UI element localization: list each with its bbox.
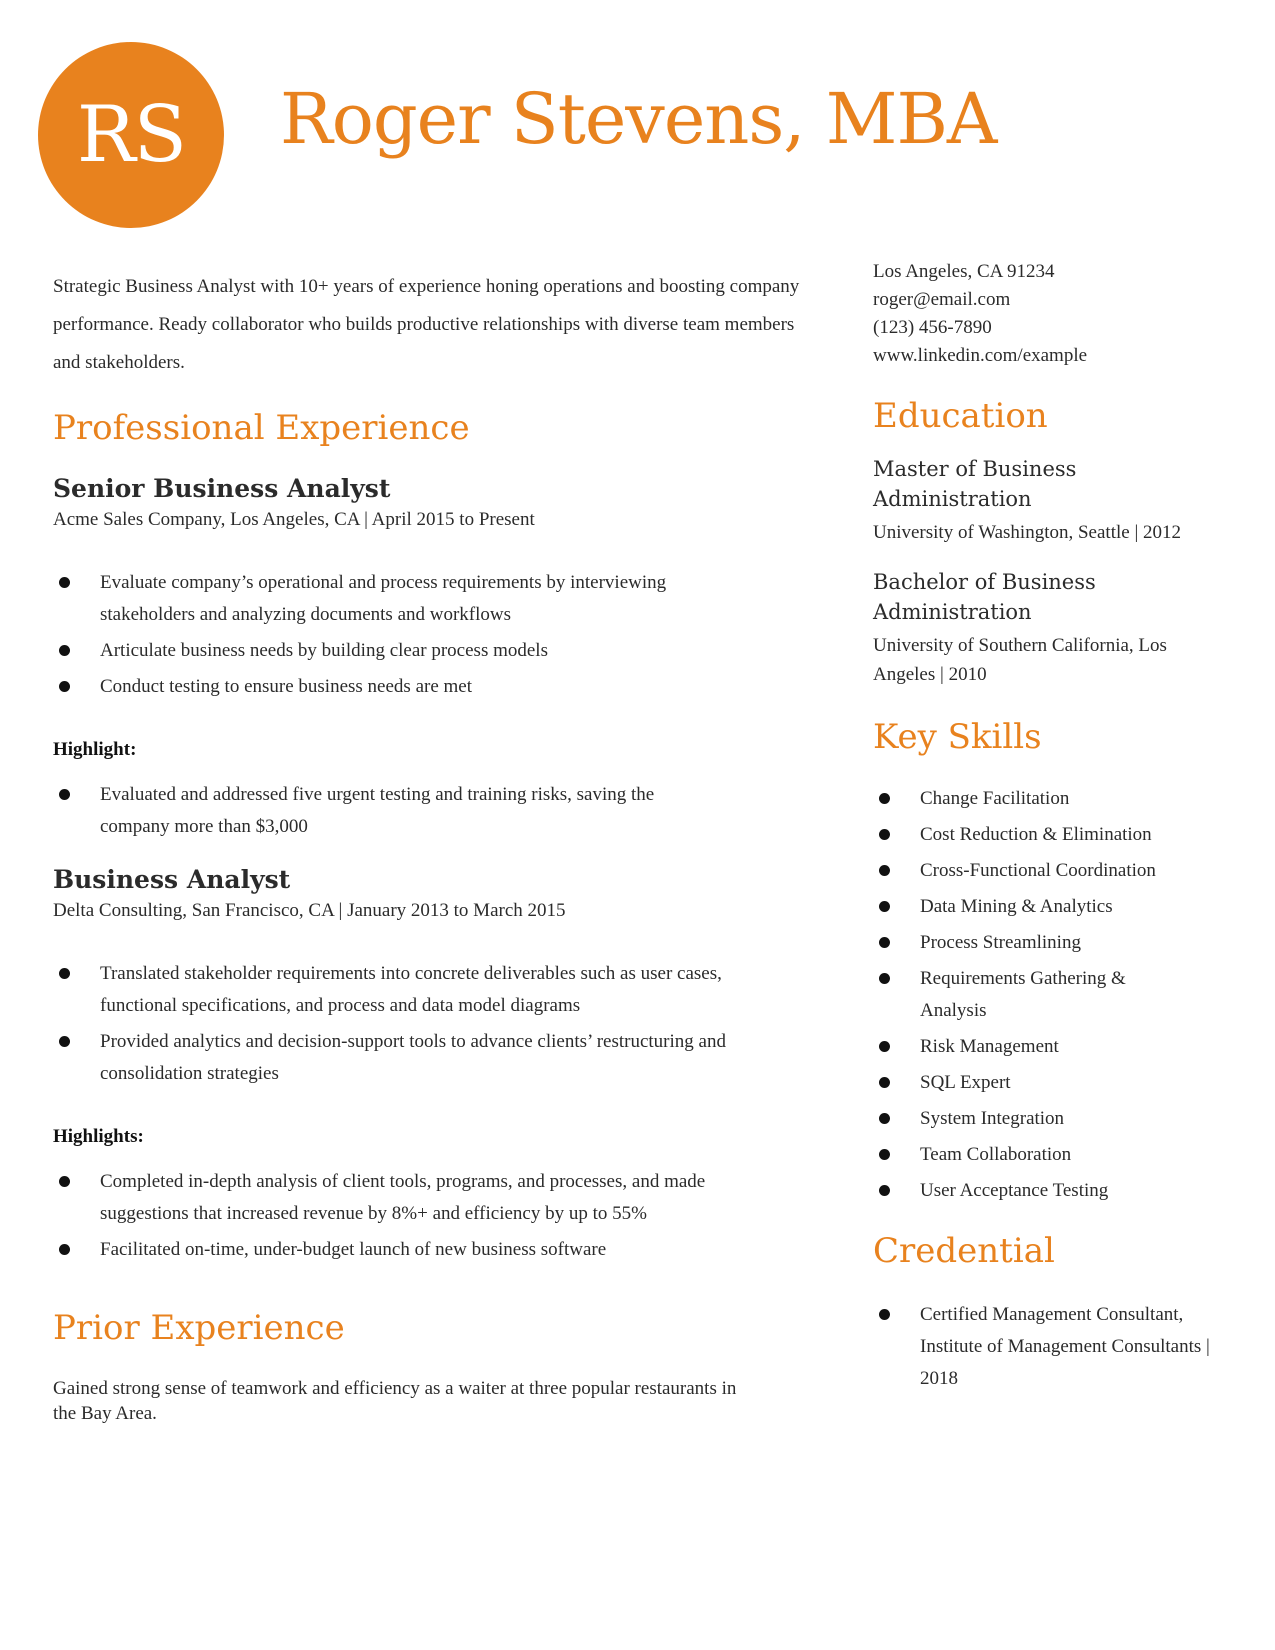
job-meta: Delta Consulting, San Francisco, CA | January 2013 to March 2015 <box>53 900 566 921</box>
monogram-badge <box>38 42 224 228</box>
skill-item: Process Streamlining <box>873 927 1173 959</box>
job-entry <box>53 865 803 1266</box>
duty-item: Evaluate company’s operational and process requirements by interviewing stakeholders and analyzing documents and workflows <box>53 567 703 631</box>
duty-item: Provided analytics and decision-support tools to advance clients’ restructuring and consolidation strategies <box>53 1026 763 1090</box>
skills-list <box>873 783 1173 1207</box>
education-heading: Education <box>873 396 1048 436</box>
skill-item: User Acceptance Testing <box>873 1175 1173 1207</box>
skill-item: Risk Management <box>873 1031 1173 1063</box>
duty-item: Translated stakeholder requirements into concrete deliverables such as user cases, functional specifications, and process and data model diagrams <box>53 958 763 1022</box>
skill-item: Data Mining & Analytics <box>873 891 1173 923</box>
duty-item: Articulate business needs by building clear process models <box>53 635 703 667</box>
edu-degree: Master of Business Administration <box>873 457 1077 511</box>
job-meta: Acme Sales Company, Los Angeles, CA | April 2015 to Present <box>53 509 535 530</box>
edu-school: University of Washington, Seattle | 2012 <box>873 522 1181 543</box>
main-column <box>53 268 803 1426</box>
credential-item: Certified Management Consultant, Institute of Management Consultants | 2018 <box>873 1299 1213 1395</box>
job-entry <box>53 474 803 843</box>
professional-experience-heading: Professional Experience <box>53 408 470 448</box>
monogram-initials: RS <box>76 90 186 180</box>
highlight-item: Evaluated and addressed five urgent testing and training risks, saving the company more than $3,000 <box>53 779 703 843</box>
job-highlights <box>53 1166 753 1266</box>
skill-item: System Integration <box>873 1103 1173 1135</box>
highlight-label: Highlight: <box>53 739 137 760</box>
job-highlights <box>53 779 703 843</box>
duty-item: Conduct testing to ensure business needs are met <box>53 671 703 703</box>
job-title: Senior Business Analyst <box>53 474 391 503</box>
job-duties <box>53 567 703 703</box>
credential-heading: Credential <box>873 1231 1055 1271</box>
education-entry <box>873 567 1113 627</box>
education-entry <box>873 454 1113 514</box>
prior-experience-heading: Prior Experience <box>53 1308 345 1348</box>
contact-phone: (123) 456-7890 <box>873 317 992 338</box>
edu-degree: Bachelor of Business Administration <box>873 570 1096 624</box>
sidebar-column <box>873 258 1253 1399</box>
highlight-item: Facilitated on-time, under-budget launch of new business software <box>53 1234 753 1266</box>
contact-email: roger@email.com <box>873 289 1011 310</box>
contact-linkedin: www.linkedin.com/example <box>873 345 1088 366</box>
job-title: Business Analyst <box>53 865 291 894</box>
skill-item: Change Facilitation <box>873 783 1173 815</box>
edu-school: University of Southern California, Los Angeles | 2010 <box>873 635 1167 685</box>
job-duties <box>53 958 763 1090</box>
skill-item: Cross-Functional Coordination <box>873 855 1173 887</box>
resume-name: Roger Stevens, MBA <box>280 78 997 160</box>
highlight-label: Highlights: <box>53 1126 144 1147</box>
skill-item: Cost Reduction & Elimination <box>873 819 1173 851</box>
credential-list <box>873 1299 1213 1395</box>
contact-address: Los Angeles, CA 91234 <box>873 261 1055 282</box>
skill-item: Requirements Gathering & Analysis <box>873 963 1173 1027</box>
highlight-item: Completed in-depth analysis of client tools, programs, and processes, and made suggestions that increased revenue by 8%+ and efficiency by up to 55% <box>53 1166 753 1230</box>
contact-info <box>873 258 1253 370</box>
skill-item: SQL Expert <box>873 1067 1173 1099</box>
summary: Strategic Business Analyst with 10+ years of experience honing operations and boosting company performance. Ready collaborator who builds productive relationships with diverse team members and stakeholders. <box>53 276 800 373</box>
key-skills-heading: Key Skills <box>873 717 1042 757</box>
prior-experience-text: Gained strong sense of teamwork and efficiency as a waiter at three popular restaurants in the Bay Area. <box>53 1378 737 1424</box>
skill-item: Team Collaboration <box>873 1139 1173 1171</box>
